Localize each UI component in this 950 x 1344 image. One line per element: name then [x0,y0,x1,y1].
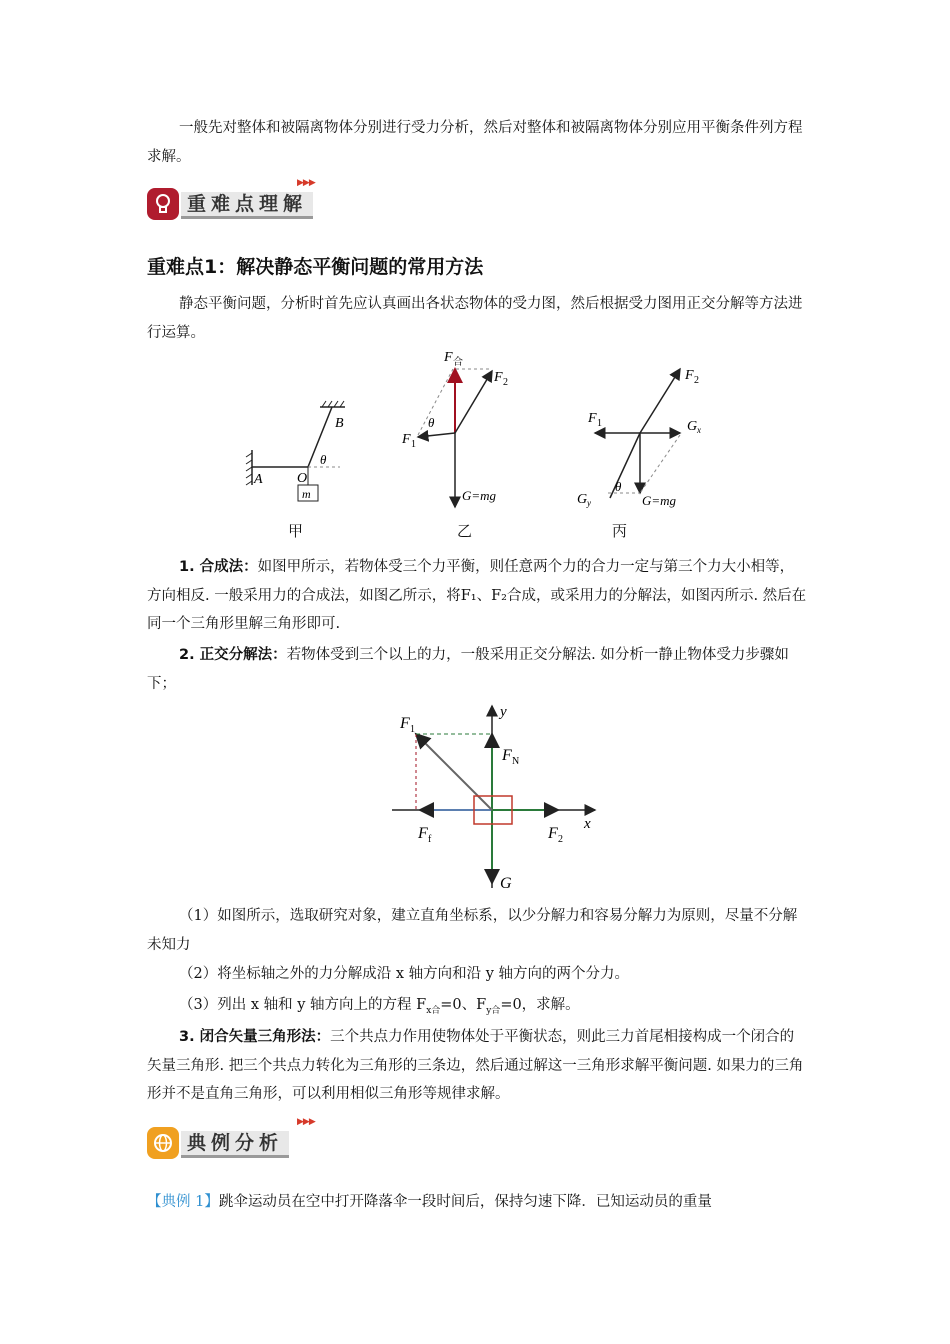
label-O: O [297,471,308,486]
method-intro-paragraph: 静态平衡问题，分析时首先应认真画出各状态物体的受力图，然后根据受力图用正交分解等方法进行运算。 [147,296,803,341]
label-Ff: F [418,825,428,842]
label-F-he: F [444,350,453,365]
caption-jia: 甲 [288,522,304,540]
force-diagrams-figure [240,345,700,520]
lightbulb-icon [147,188,179,220]
label-B: B [335,416,344,431]
section-banner-key-points [147,178,347,222]
label-F-he-sub: 合 [453,357,463,368]
label-F1: F [402,432,411,447]
label-F2: F [494,370,503,385]
label-F1-sub: 1 [410,724,415,735]
label-F2-sub: 2 [558,834,563,845]
intro-paragraph: 一般先对整体和被隔离物体分别进行受力分析，然后对整体和被隔离物体分别应用平衡条件列方程求解。 [147,120,803,165]
label-G: G [500,875,512,892]
label-y-axis: y [500,704,507,720]
label-FN-sub: N [512,756,520,767]
label-m: m [302,487,311,501]
diagram-jia [246,401,345,501]
label-F2: F [548,825,558,842]
label-theta-yi: θ [428,415,435,430]
label-Gmg-bing: G=mg [642,493,677,508]
example-1-paragraph: 【典例 1】跳伞运动员在空中打开降落伞一段时间后，保持匀速下降．已知运动员的重量 [147,1194,712,1210]
label-Gy-sub: y [587,498,591,508]
label-Gmg-yi: G=mg [462,488,497,503]
diagram-bing [577,368,701,508]
arrows-icon: ▶▶▶ [297,1117,315,1127]
step-3: （3）列出 x 轴和 y 轴方向上的方程 $F_{x合}=0$、$F_{y合}=0$，求解。 [179,997,580,1016]
label-x-axis: x [584,816,591,832]
label-Gx: G [687,419,698,434]
label-Gx-sub: x [697,425,701,435]
label-F1-bing: F [588,411,597,426]
banner-title: 重难点理解 [181,192,313,219]
arrows-icon: ▶▶▶ [297,178,315,188]
label-FN: F [502,747,512,764]
method-2-paragraph: 2. 正交分解法：若物体受到三个以上的力，一般采用正交分解法. 如分析一静止物体受力步骤如下； [147,647,789,692]
caption-bing: 丙 [612,522,628,540]
section-heading: 重难点1：解决静态平衡问题的常用方法 [147,256,484,278]
label-Gy: G [577,492,588,507]
label-F1-sub: 1 [411,439,416,450]
caption-yi: 乙 [457,522,473,540]
label-theta-bing: θ [615,479,622,494]
orthogonal-decomposition-figure [390,698,610,898]
globe-icon [147,1127,179,1159]
method-3-paragraph: 3. 闭合矢量三角形法：三个共点力作用使物体处于平衡状态，则此三力首尾相接构成一个闭合的矢量三角形. 把三个共点力转化为三角形的三条边，然后通过解这一三角形求解平衡问题. 如果力的三角形并不是直角三角形，可以利用相似三角形等规律求解。 [147,1029,804,1102]
step-1: （1）如图所示，选取研究对象，建立直角坐标系，以少分解力和容易分解力为原则，尽量不分解未知力 [147,908,798,953]
label-F1-bing-sub: 1 [597,418,602,429]
section-banner-examples [147,1117,347,1161]
method-1-paragraph: 1. 合成法：如图甲所示，若物体受三个力平衡，则任意两个力的合力一定与第三个力大小相等，方向相反. 一般采用力的合成法，如图乙所示，将F₁、F₂合成，或采用力的分解法，如图丙所示. 然后在同一个三角形里解三角形即可. [147,559,807,632]
banner-title: 典例分析 [181,1131,289,1158]
label-A: A [254,472,263,487]
step-2: （2）将坐标轴之外的力分解成沿 x 轴方向和沿 y 轴方向的两个分力。 [179,966,630,982]
label-Ff-sub: f [428,834,432,845]
diagram-yi [401,350,508,507]
label-F2-bing: F [685,368,694,383]
label-F1: F [400,715,410,732]
label-theta: θ [320,452,327,467]
label-F2-sub: 2 [503,377,508,388]
label-F2-bing-sub: 2 [694,375,699,386]
